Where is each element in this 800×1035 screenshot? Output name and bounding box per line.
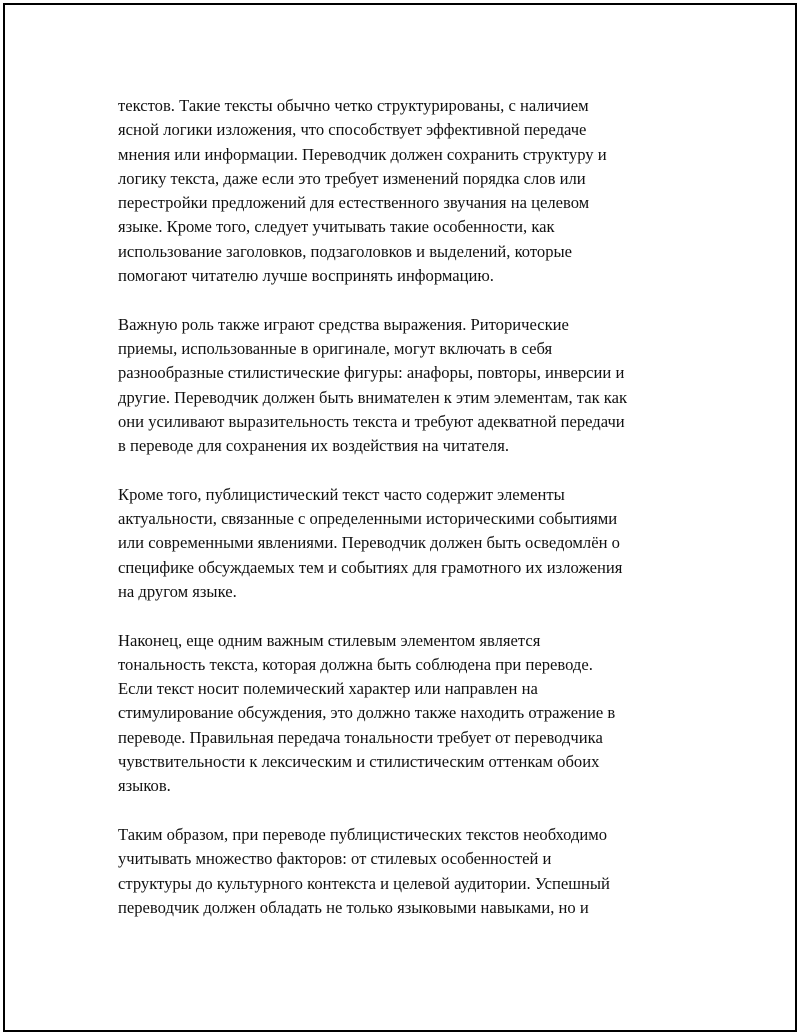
- text-line: помогают читателю лучше воспринять информацию.: [118, 266, 494, 286]
- text-line: логику текста, даже если это требует изменений порядка слов или: [118, 168, 586, 188]
- text-line: текстов. Такие тексты обычно четко структурированы, с наличием: [118, 96, 589, 115]
- paragraph: [118, 629, 698, 799]
- text-line: разнообразные стилистические фигуры: анафоры, повторы, инверсии и: [118, 363, 625, 383]
- text-line: ясной логики изложения, что способствует эффективной передаче: [118, 120, 587, 140]
- text-line: Таким образом, при переводе публицистических текстов необходимо: [118, 824, 608, 844]
- text-line: Важную роль также играют средства выражения. Риторические: [118, 314, 569, 334]
- paragraph: [118, 313, 698, 459]
- paragraph: [118, 483, 698, 604]
- text-line: актуальности, связанные с определенными историческими событиями: [118, 509, 618, 529]
- text-line: специфике обсуждаемых тем и событиях для грамотного их изложения: [118, 557, 623, 577]
- text-line: они усиливают выразительность текста и требуют адекватной передачи: [118, 411, 625, 431]
- paragraph: [118, 94, 698, 288]
- document-body: [118, 94, 698, 944]
- text-line: чувствительности к лексическим и стилистическим оттенкам обоих: [118, 752, 600, 772]
- text-line: Наконец, еще одним важным стилевым элементом является: [118, 630, 541, 650]
- text-line: языков.: [118, 776, 171, 796]
- text-line: или современными явлениями. Переводчик должен быть осведомлён о: [118, 533, 620, 553]
- paragraph: [118, 823, 698, 920]
- text-line: языке. Кроме того, следует учитывать такие особенности, как: [118, 217, 555, 237]
- text-line: учитывать множество факторов: от стилевых особенностей и: [118, 849, 552, 869]
- text-line: переводе. Правильная передача тональности требует от переводчика: [118, 727, 603, 747]
- text-line: Кроме того, публицистический текст часто содержит элементы: [118, 484, 565, 504]
- text-line: перестройки предложений для естественного звучания на целевом: [118, 193, 590, 213]
- text-line: на другом языке.: [118, 581, 237, 601]
- text-line: тональность текста, которая должна быть соблюдена при переводе.: [118, 654, 593, 674]
- text-line: другие. Переводчик должен быть внимателен к этим элементам, так как: [118, 387, 628, 407]
- text-line: использование заголовков, подзаголовков и выделений, которые: [118, 241, 573, 261]
- text-line: в переводе для сохранения их воздействия на читателя.: [118, 436, 509, 456]
- text-line: Если текст носит полемический характер или направлен на: [118, 679, 538, 699]
- text-line: переводчик должен обладать не только языковыми навыками, но и: [118, 897, 589, 917]
- text-line: стимулирование обсуждения, это должно также находить отражение в: [118, 703, 616, 723]
- text-line: приемы, использованные в оригинале, могут включать в себя: [118, 338, 553, 358]
- text-line: структуры до культурного контекста и целевой аудитории. Успешный: [118, 873, 610, 893]
- text-line: мнения или информации. Переводчик должен сохранить структуру и: [118, 144, 607, 164]
